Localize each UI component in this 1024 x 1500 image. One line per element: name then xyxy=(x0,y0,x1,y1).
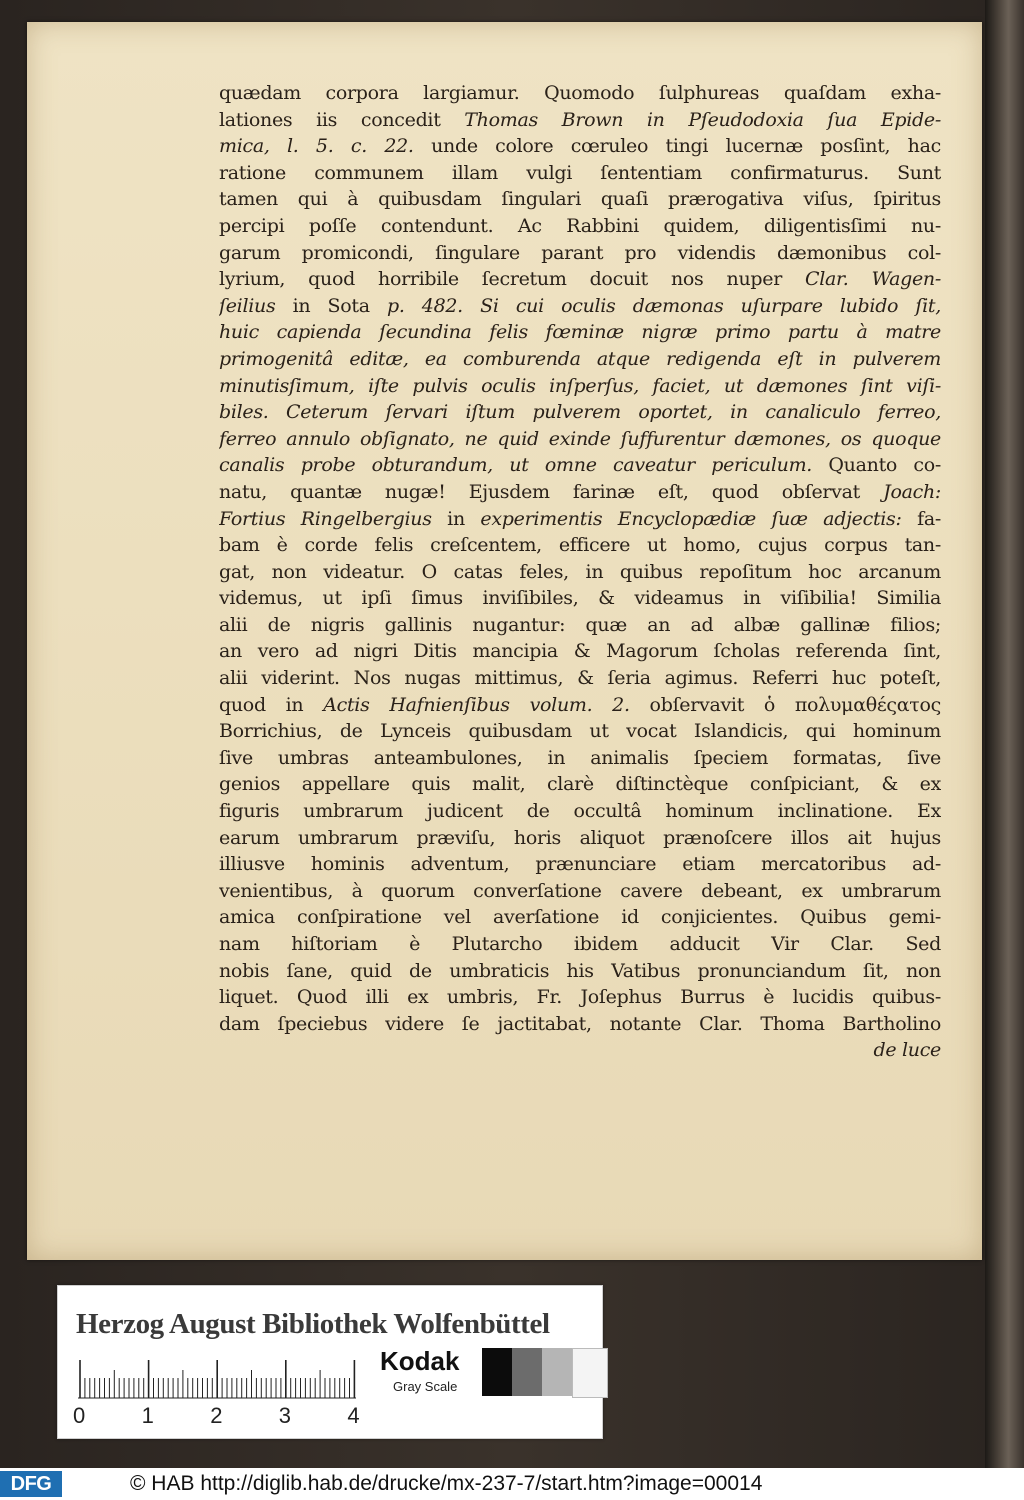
text-segment: obſervavit ὁ πολυμαθέςατος xyxy=(629,693,941,716)
text-line xyxy=(219,825,941,852)
text-segment: lyrium, quod horribile ſecretum docuit nos nuper xyxy=(219,268,806,291)
text-segment: lationes iis concedit xyxy=(219,108,465,131)
italic-text: canalis probe obturandum, ut omne caveatur periculum. xyxy=(219,454,813,477)
dfg-logo: DFG xyxy=(0,1471,62,1497)
text-line xyxy=(219,186,941,213)
text-line xyxy=(219,665,941,692)
text-segment: figuris umbrarum judicent de occultâ hominum inclinatione. Ex xyxy=(219,800,941,823)
footer-bar xyxy=(0,1468,1024,1500)
text-segment: Borrichius, de Lynceis quibusdam ut vocat Islandicis, qui hominum xyxy=(219,720,941,743)
gray-patch xyxy=(572,1348,608,1398)
ruler-number: 4 xyxy=(347,1403,360,1428)
text-segment: tamen qui à quibusdam ſingulari quaſi prærogativa viſus, ſpiritus xyxy=(219,188,941,211)
text-line xyxy=(219,984,941,1011)
text-line xyxy=(219,585,941,612)
italic-text: experimentis Encyclopædiæ ſuæ adjectis: xyxy=(480,507,902,530)
kodak-brand: Kodak xyxy=(380,1346,460,1376)
text-line xyxy=(219,878,941,905)
text-line xyxy=(219,213,941,240)
text-line xyxy=(219,107,941,134)
text-line xyxy=(219,346,941,373)
library-title: Herzog August Bibliothek Wolfenbüttel xyxy=(76,1308,550,1340)
page-margin-marks xyxy=(995,82,999,1132)
italic-text: Clar. Wagen- xyxy=(805,268,941,291)
text-line xyxy=(219,851,941,878)
color-calibration-card xyxy=(57,1285,603,1439)
copyright-link[interactable]: © HAB http://diglib.hab.de/drucke/mx-237-7/start.htm?image=00014 xyxy=(130,1472,763,1495)
text-line xyxy=(219,80,941,107)
text-line xyxy=(219,399,941,426)
text-line xyxy=(219,532,941,559)
italic-text: ſeilius xyxy=(219,294,276,317)
text-line xyxy=(219,612,941,639)
text-line xyxy=(219,745,941,772)
gray-scale-label: Gray Scale xyxy=(393,1379,458,1394)
text-segment: alii viderint. Nos nugas mittimus, & ſeria agimus. Referri huc poteſt, xyxy=(219,667,941,690)
italic-text: de luce xyxy=(873,1039,941,1062)
italic-text: biles. Ceterum ſervari iſtum pulverem oportet, in canaliculo ferreo, xyxy=(219,401,941,424)
text-segment: gat, non videatur. O catas feles, in quibus repoſitum hoc arcanum xyxy=(219,560,941,583)
gray-patch xyxy=(542,1348,572,1396)
text-line xyxy=(219,931,941,958)
measure-ruler xyxy=(78,1356,358,1400)
text-line xyxy=(219,506,941,533)
text-line xyxy=(219,319,941,346)
text-segment: unde colore cœruleo tingi lucernæ posſint, hac xyxy=(413,135,941,158)
text-segment: dam ſpeciebus videre ſe jactitabat, notante Clar. Thoma Bartholino xyxy=(219,1012,941,1035)
text-segment: an vero ad nigri Ditis mancipia & Magorum ſcholas referenda ſint, xyxy=(219,640,941,663)
text-segment: quod in xyxy=(219,693,324,716)
text-segment: natu, quantæ nugæ! Ejusdem farinæ eſt, quod obſervat xyxy=(219,480,884,503)
text-segment: in Sota xyxy=(275,294,387,317)
italic-text: Thomas Brown in Pſeudodoxia ſua Epide- xyxy=(464,108,941,131)
italic-text: huic capienda ſecundina felis fœminæ nigræ primo partu à matre xyxy=(219,321,941,344)
text-segment: alii de nigris gallinis nugantur: quæ an ad albæ gallinæ filios; xyxy=(219,613,941,636)
text-line xyxy=(219,638,941,665)
ruler-number: 1 xyxy=(141,1403,154,1428)
italic-text: Fortius Ringelbergius xyxy=(219,507,432,530)
text-line xyxy=(219,160,941,187)
text-segment: illiusve hominis adventum, prænunciare etiam mercatoribus ad- xyxy=(219,853,941,876)
italic-text: Actis Hafnienſibus volum. 2. xyxy=(323,693,630,716)
italic-text: primogenitâ editæ, ea comburenda atque redigenda eſt in pulverem xyxy=(219,347,941,370)
text-line xyxy=(219,1037,941,1064)
text-line xyxy=(219,373,941,400)
text-segment: venientibus, à quorum converſatione cavere debeant, ex umbrarum xyxy=(219,879,941,902)
italic-text: Joach: xyxy=(883,480,941,503)
text-line xyxy=(219,798,941,825)
text-segment: ratione communem illam vulgi ſententiam confirmaturus. Sunt xyxy=(219,161,941,184)
text-segment: liquet. Quod illi ex umbris, Fr. Joſephus Burrus è lucidis quibus- xyxy=(219,986,941,1009)
text-segment: ſive umbras anteambulones, in animalis ſpeciem formatas, ſive xyxy=(219,746,941,769)
text-line xyxy=(219,293,941,320)
text-line xyxy=(219,479,941,506)
text-segment: amica conſpiratione vel averſatione id conjicientes. Quibus gemi- xyxy=(219,906,941,929)
text-segment: videmus, ut ipſi ſimus inviſibiles, & videamus in viſibilia! Similia xyxy=(219,587,941,610)
ruler-number: 0 xyxy=(73,1403,86,1428)
text-line xyxy=(219,240,941,267)
gray-patch xyxy=(482,1348,512,1396)
gray-patch xyxy=(512,1348,542,1396)
ruler-number: 3 xyxy=(278,1403,292,1428)
book-page xyxy=(27,22,982,1260)
text-segment: percipi poſſe contendunt. Ac Rabbini quidem, diligentisſimi nu- xyxy=(219,214,941,237)
text-line xyxy=(219,958,941,985)
text-line xyxy=(219,1011,941,1038)
text-segment: quædam corpora largiamur. Quomodo ſulphureas quaſdam exha- xyxy=(219,82,941,104)
text-segment: in xyxy=(431,507,481,530)
italic-text: minutisſimum, iſte pulvis oculis inſperſus, faciet, ut dæmones ſint viſi- xyxy=(219,374,941,397)
text-segment: bam è corde felis creſcentem, efficere ut homo, cujus corpus tan- xyxy=(219,534,941,557)
text-line xyxy=(219,771,941,798)
text-segment: garum promicondi, ſingulare parant pro videndis dæmonibus col- xyxy=(219,241,941,264)
text-segment: nobis ſane, quid de umbraticis his Vatibus pronunciandum ſit, non xyxy=(219,959,941,982)
text-segment: genios appellare quis malit, clarè diſtinctèque conſpiciant, & ex xyxy=(219,773,941,796)
text-line xyxy=(219,904,941,931)
italic-text: p. 482. Si cui oculis dæmonas uſurpare lubido ſit, xyxy=(386,294,941,317)
text-line xyxy=(219,559,941,586)
text-line xyxy=(219,133,941,160)
text-line xyxy=(219,266,941,293)
book-edge xyxy=(985,0,1024,1468)
italic-text: mica, l. 5. c. 22. xyxy=(219,135,414,158)
text-line xyxy=(219,426,941,453)
text-segment: fa- xyxy=(901,507,941,530)
text-line xyxy=(219,692,941,719)
ruler-number: 2 xyxy=(210,1403,223,1428)
italic-text: ferreo annulo obſignato, ne quid exinde ſuffurentur dæmones, os quoque xyxy=(219,427,941,450)
text-line xyxy=(219,452,941,479)
text-line xyxy=(219,718,941,745)
text-segment: earum umbrarum præviſu, horis aliquot prænoſcere illos ait hujus xyxy=(219,826,941,849)
page-text xyxy=(219,80,941,1064)
text-segment: nam hiſtoriam è Plutarcho ibidem adducit Vir Clar. Sed xyxy=(219,933,941,955)
text-segment: Quanto co- xyxy=(812,454,941,477)
